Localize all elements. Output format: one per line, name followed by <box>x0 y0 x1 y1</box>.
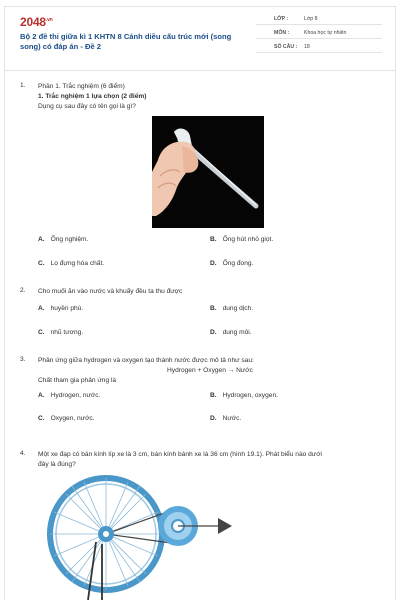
header-divider <box>4 70 396 71</box>
option-a[interactable] <box>38 236 88 243</box>
option-c[interactable] <box>38 329 83 336</box>
option-text: Oxygen, nước. <box>50 415 95 422</box>
options-row <box>38 236 382 248</box>
meta-value: Lớp 8 <box>304 16 318 22</box>
option-c[interactable] <box>38 260 104 267</box>
question-text: Cho muối ăn vào nước và khuấy đều ta thu được <box>38 288 183 295</box>
question-body <box>38 287 382 341</box>
option-d[interactable] <box>210 260 253 267</box>
option-label: C. <box>38 329 45 336</box>
option-label: C. <box>38 415 45 422</box>
question-body <box>38 450 382 470</box>
meta-row-subject <box>256 28 382 39</box>
options-row <box>38 260 382 272</box>
option-label: B. <box>210 305 217 312</box>
question-text: Phản ứng giữa hydrogen và oxygen tạo thành nước được mô tả như sau: <box>38 357 254 364</box>
option-label: D. <box>210 415 217 422</box>
option-b[interactable] <box>210 305 253 312</box>
meta-value: Khoa học tự nhiên <box>304 30 347 36</box>
question-text-cont: đây là đúng? <box>38 461 76 468</box>
option-text: Hydrogen, nước. <box>50 392 101 399</box>
meta-key: SỐ CÂU : <box>274 44 298 50</box>
option-b[interactable] <box>210 392 278 399</box>
option-label: A. <box>38 305 45 312</box>
meta-key: LỚP : <box>274 16 289 22</box>
options-row <box>38 392 382 404</box>
option-label: A. <box>38 236 45 243</box>
logo-tld: .vn <box>45 17 53 23</box>
options-row <box>38 329 382 341</box>
subsection-heading: 1. Trắc nghiệm 1 lựa chọn (2 điểm) <box>38 93 147 100</box>
options-row <box>38 305 382 317</box>
pipette-photo <box>152 116 264 228</box>
option-text: Hydrogen, oxygen. <box>222 392 278 399</box>
question-body <box>38 82 382 112</box>
option-d[interactable] <box>210 329 252 336</box>
document-title: Bộ 2 đề thi giữa kì 1 KHTN 8 Cánh diều cấu trúc mới (song song) có đáp án - Đề 2 <box>20 32 232 51</box>
options-container <box>38 236 382 272</box>
reaction-equation: Hydrogen + Oxygen → Nước <box>167 367 253 374</box>
option-text: Ống nghiệm. <box>50 236 89 243</box>
meta-row-class <box>256 14 382 25</box>
option-text: Ống hút nhỏ giọt. <box>222 236 274 243</box>
option-label: B. <box>210 392 217 399</box>
question-text: Một xe đạp có bán kính líp xe là 3 cm, bán kính bánh xe là 36 cm (hình 19.1). Phát biểu nào dưới <box>38 451 323 458</box>
option-text: dung dịch. <box>222 305 254 312</box>
option-text: Nước. <box>222 415 242 422</box>
option-text: huyền phù. <box>50 305 84 312</box>
document-header <box>20 14 382 66</box>
bicycle-wheel-figure <box>42 472 262 600</box>
question-number: 2. <box>20 287 26 294</box>
option-text: Lọ đựng hóa chất. <box>50 260 105 267</box>
option-b[interactable] <box>210 236 273 243</box>
option-text: Ống đong. <box>222 260 254 267</box>
document-meta <box>256 14 382 56</box>
site-logo[interactable] <box>20 15 53 29</box>
option-a[interactable] <box>38 305 83 312</box>
meta-row-count <box>256 42 382 53</box>
option-text: dung môi. <box>222 329 252 336</box>
question-number: 4. <box>20 450 26 457</box>
meta-key: MÔN : <box>274 30 290 36</box>
question-text-2: Chất tham gia phản ứng là <box>38 377 117 384</box>
option-label: C. <box>38 260 45 267</box>
option-text: nhũ tương. <box>50 329 84 336</box>
option-c[interactable] <box>38 415 95 422</box>
option-label: D. <box>210 329 217 336</box>
option-d[interactable] <box>210 415 241 422</box>
meta-value: 18 <box>304 44 310 50</box>
option-label: B. <box>210 236 217 243</box>
question-body <box>38 356 382 427</box>
option-label: D. <box>210 260 217 267</box>
options-row <box>38 415 382 427</box>
section-heading: Phần 1. Trắc nghiệm (6 điểm) <box>38 83 125 90</box>
question-text: Dụng cụ sau đây có tên gọi là gì? <box>38 103 136 110</box>
option-a[interactable] <box>38 392 100 399</box>
logo-text: 2048 <box>20 15 46 29</box>
option-label: A. <box>38 392 45 399</box>
question-number: 1. <box>20 82 26 89</box>
question-number: 3. <box>20 356 26 363</box>
